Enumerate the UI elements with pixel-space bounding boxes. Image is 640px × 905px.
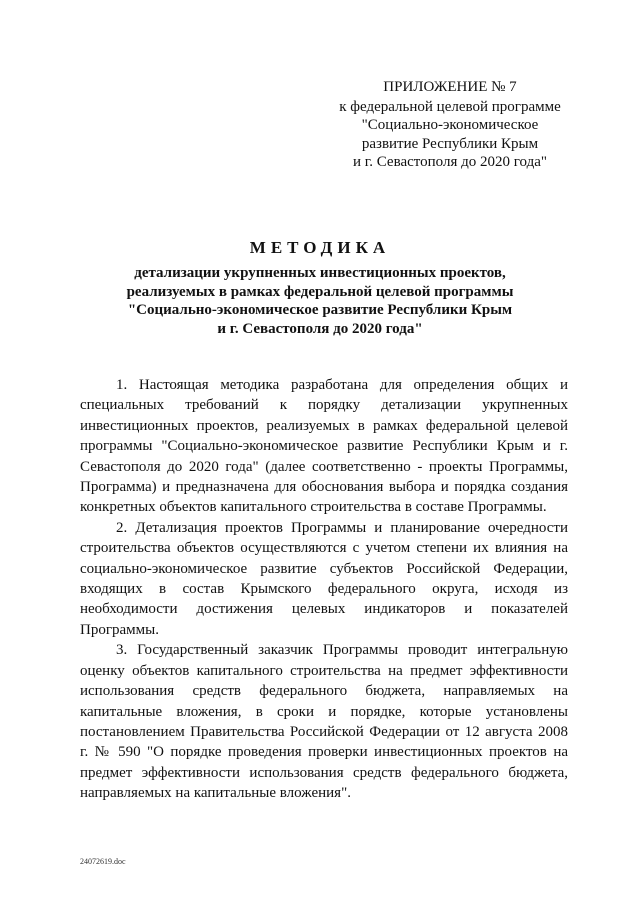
paragraph-3: 3. Государственный заказчик Программы проводит интегральную оценку объектов капитального строительства на предмет эффективности использования средств федерального бюджета, направляемых на капитальные вложения, в сроки и порядке, которые установлены постановлением Правительства Российской Федерации от 12 августа 2008 г. № 590 "О порядке проведения проверки инвестиционных проектов на предмет эффективности использования средств федерального бюджета, направляемых на капитальные вложения". xyxy=(80,642,568,802)
paragraph-2: 2. Детализация проектов Программы и планирование очередности строительства объектов осуществляются с учетом степени их влияния на социально-экономическое развитие субъектов Российской Федерации, входящих в состав Крымского федерального округа, исходя из необходимости достижения целевых индикаторов и показателей Программы. xyxy=(80,519,568,638)
document-body xyxy=(80,375,568,804)
document-subtitle xyxy=(100,264,540,338)
file-name-footer: 24072619.doc xyxy=(80,857,126,866)
appendix-header xyxy=(330,78,570,172)
subtitle-line: "Социально-экономическое развитие Республики Крым xyxy=(127,302,513,318)
document-title: МЕТОДИКА xyxy=(249,238,391,257)
appendix-line: и г. Севастополя до 2020 года" xyxy=(353,154,547,170)
subtitle-line: реализуемых в рамках федеральной целевой программы xyxy=(126,283,514,300)
paragraph-1: 1. Настоящая методика разработана для определения общих и специальных требований к порядку детализации укрупненных инвестиционных проектов, реализуемых в рамках федеральной целевой программы "Социально-экономическое развитие Республики Крым и г. Севастополя до 2020 года" (далее соответственно - проекты Программы, Программа) и предназначена для обоснования выбора и порядка создания конкретных объектов капитального строительства в составе Программы. xyxy=(80,377,568,516)
appendix-line: "Социально-экономическое xyxy=(361,117,539,133)
subtitle-line: детализации укрупненных инвестиционных проектов, xyxy=(134,265,506,281)
appendix-line: к федеральной целевой программе xyxy=(339,98,561,115)
subtitle-line: и г. Севастополя до 2020 года" xyxy=(217,320,423,337)
appendix-line: развитие Республики Крым xyxy=(361,135,539,152)
appendix-number: ПРИЛОЖЕНИЕ № 7 xyxy=(383,79,517,95)
